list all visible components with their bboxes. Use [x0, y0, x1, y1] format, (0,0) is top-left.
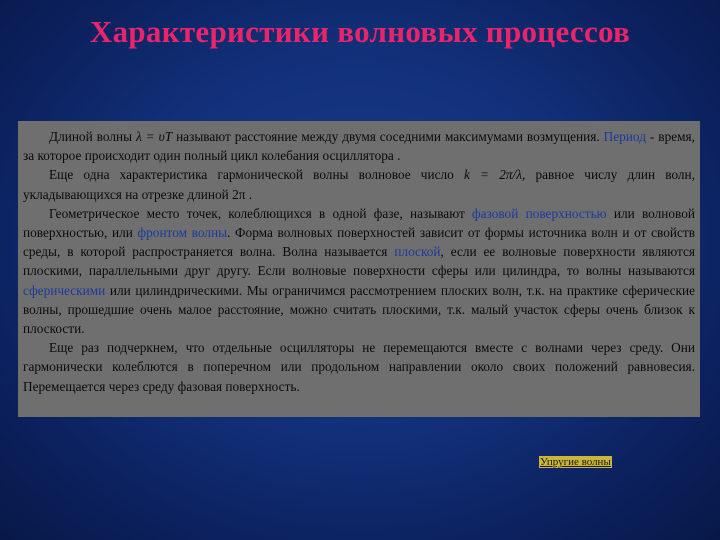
- text-run: называют расстояние между двумя соседними максимумами возмущения.: [172, 129, 604, 144]
- text-run: . Форма волновых поверхностей зависит от формы источника волн и от свойств среды, в которой распространяется волна. Волна называется: [23, 225, 695, 260]
- formula-wavenumber: k = 2π/λ,: [463, 167, 526, 183]
- text-run: или волновой поверхностью, или: [23, 205, 695, 241]
- term-plane: плоской: [394, 244, 441, 260]
- term-period: Период: [603, 129, 646, 144]
- text-run: или цилиндрическими. Мы ограничимся рассмотрением плоских волн, т.к. на практике сферические волны, прошедшие очень малое расстояние, можно считать плоскими, т.к. малый участок сферы очень близок к плоскости.: [23, 282, 695, 337]
- body-text: [23, 127, 695, 396]
- term-wavefront: фронтом волны: [137, 225, 228, 241]
- paragraph-wavenumber: [23, 165, 695, 203]
- text-run: равное числу длин волн, укладывающихся на отрезке длиной 2π .: [23, 167, 695, 202]
- text-run: - время, за которое происходит один полный цикл колебания осциллятора .: [23, 129, 695, 164]
- formula-wavelength: λ = υT: [135, 129, 173, 144]
- term-spherical: сферическими: [23, 282, 106, 298]
- text-run: Еще одна характеристика гармонической волны волновое число: [49, 167, 464, 183]
- text-run: Геометрическое место точек, колеблющихся в одной фазе, называют: [49, 205, 473, 221]
- term-phase-surface: фазовой поверхностью: [472, 205, 607, 221]
- paragraph-phase-surface: [23, 204, 695, 338]
- slide-title: Характеристики волновых процессов: [89, 14, 631, 49]
- elastic-waves-link[interactable]: Упругие волны: [540, 456, 611, 468]
- text-run: Еще раз подчеркнем, что отдельные осцилляторы не перемещаются вместе с волнами через среду. Они гармонически колеблются в поперечном или продольном направлении около своих положений равновесия. Перемещается через среду фазовая поверхность.: [23, 340, 695, 394]
- text-run: Длиной волны: [49, 129, 136, 144]
- paragraph-oscillators: [23, 338, 695, 396]
- text-run: , если ее волновые поверхности являются плоскими, параллельными друг другу. Если волновые поверхности сферы или цилиндра, то волны называются: [23, 244, 695, 279]
- paragraph-wavelength: [23, 127, 695, 165]
